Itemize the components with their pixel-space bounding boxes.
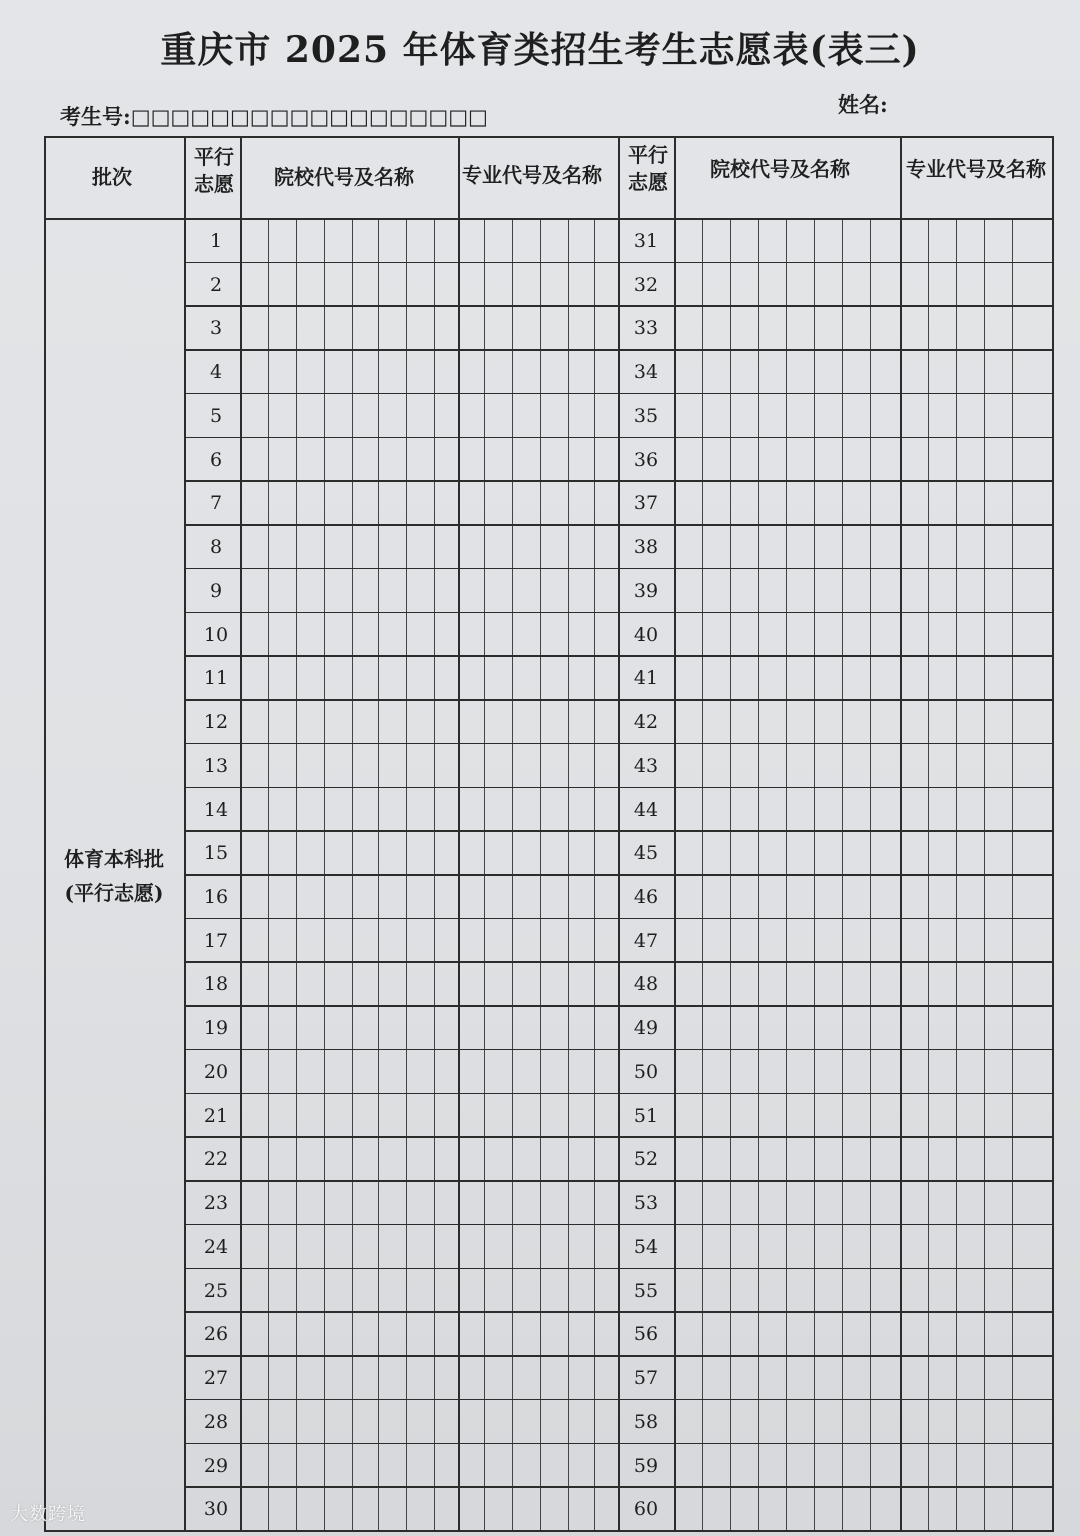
table-row-line-6 <box>184 480 1054 482</box>
parallel-choice-number: 54 <box>633 1235 659 1258</box>
table-row-line-12 <box>184 743 1054 745</box>
parallel-choice-number: 19 <box>203 1017 229 1040</box>
header-school-left: 院校代号及名称 <box>274 165 414 189</box>
table-row-line-5 <box>184 437 1054 439</box>
parallel-choice-number: 52 <box>633 1148 659 1171</box>
parallel-choice-number: 27 <box>203 1367 229 1390</box>
table-row-line-15 <box>184 874 1054 876</box>
table-row-line-26 <box>184 1355 1054 1357</box>
table-header-divider <box>44 218 1054 220</box>
parallel-choice-number: 57 <box>633 1367 659 1390</box>
table-row-line-17 <box>184 961 1054 963</box>
header-school-right: 院校代号及名称 <box>710 157 850 181</box>
table-vertical-rule-3 <box>458 136 460 1532</box>
parallel-choice-number: 37 <box>633 492 659 515</box>
parallel-choice-number: 16 <box>203 886 229 908</box>
parallel-choice-number: 59 <box>633 1454 659 1477</box>
parallel-choice-number: 15 <box>203 842 229 865</box>
table-vertical-rule-1 <box>184 136 186 1532</box>
header-parallel-right: 平行 志愿 <box>628 143 668 194</box>
table-row-line-23 <box>184 1224 1054 1226</box>
parallel-choice-number: 43 <box>633 754 659 777</box>
parallel-choice-number: 4 <box>209 361 223 384</box>
form-title: 重庆市 2025 年体育类招生考生志愿表(表三) <box>160 29 920 71</box>
table-row-line-24 <box>184 1268 1054 1270</box>
parallel-choice-number: 22 <box>203 1148 229 1171</box>
table-row-line-8 <box>184 568 1054 570</box>
parallel-choice-number: 45 <box>633 842 659 865</box>
batch-label: 体育本科批 (平行志愿) <box>64 847 164 905</box>
table-top-border <box>44 136 1054 138</box>
table-vertical-rule-2 <box>240 136 242 1532</box>
parallel-choice-number: 9 <box>209 579 223 602</box>
table-row-line-14 <box>184 830 1054 832</box>
parallel-choice-number: 44 <box>633 798 659 821</box>
examinee-name-label: 姓名: <box>838 92 888 117</box>
table-row-line-11 <box>184 699 1054 701</box>
parallel-choice-number: 17 <box>203 929 229 952</box>
header-parallel-left: 平行 志愿 <box>194 145 234 196</box>
parallel-choice-number: 30 <box>203 1498 229 1521</box>
parallel-choice-number: 8 <box>209 536 223 559</box>
parallel-choice-number: 50 <box>633 1060 659 1083</box>
table-row-line-28 <box>184 1443 1054 1445</box>
table-row-line-27 <box>184 1399 1054 1401</box>
table-bottom-border <box>44 1530 1054 1532</box>
parallel-choice-number: 47 <box>633 929 659 952</box>
table-row-line-2 <box>184 305 1054 307</box>
table-vertical-rule-4 <box>618 136 620 1532</box>
parallel-choice-number: 55 <box>633 1279 659 1302</box>
table-row-line-13 <box>184 787 1054 789</box>
parallel-choice-number: 51 <box>633 1104 659 1127</box>
table-row-line-16 <box>184 918 1054 920</box>
table-row-line-22 <box>184 1180 1054 1182</box>
table-row-line-7 <box>184 524 1054 526</box>
parallel-choice-number: 28 <box>203 1410 229 1433</box>
parallel-choice-number: 2 <box>209 273 223 296</box>
parallel-choice-number: 1 <box>209 230 223 252</box>
table-row-line-10 <box>184 655 1054 657</box>
parallel-choice-number: 49 <box>633 1017 659 1040</box>
parallel-choice-number: 18 <box>203 973 229 996</box>
table-row-line-20 <box>184 1093 1054 1095</box>
table-row-line-4 <box>184 393 1054 395</box>
parallel-choice-number: 7 <box>209 492 223 515</box>
parallel-choice-number: 25 <box>203 1279 229 1302</box>
header-major-left: 专业代号及名称 <box>462 163 602 187</box>
parallel-choice-number: 3 <box>209 317 223 340</box>
parallel-choice-number: 40 <box>633 623 659 646</box>
table-row-line-1 <box>184 262 1054 264</box>
parallel-choice-number: 14 <box>203 798 229 821</box>
parallel-choice-number: 58 <box>633 1410 659 1433</box>
table-vertical-rule-6 <box>900 136 902 1532</box>
table-vertical-rule-0 <box>44 136 46 1532</box>
table-row-line-3 <box>184 349 1054 351</box>
parallel-choice-number: 33 <box>633 317 659 340</box>
parallel-choice-number: 46 <box>633 886 659 908</box>
header-major-right: 专业代号及名称 <box>906 157 1046 181</box>
table-row-line-18 <box>184 1005 1054 1007</box>
parallel-choice-number: 60 <box>633 1498 659 1521</box>
parallel-choice-number: 48 <box>633 973 659 996</box>
parallel-choice-number: 6 <box>209 448 223 471</box>
parallel-choice-number: 56 <box>633 1323 659 1346</box>
parallel-choice-number: 12 <box>203 711 229 734</box>
parallel-choice-number: 24 <box>203 1235 229 1258</box>
parallel-choice-number: 38 <box>633 536 659 559</box>
parallel-choice-number: 11 <box>203 667 229 690</box>
parallel-choice-number: 29 <box>203 1454 229 1477</box>
table-row-line-25 <box>184 1311 1054 1313</box>
parallel-choice-number: 53 <box>633 1192 659 1215</box>
parallel-choice-number: 13 <box>203 754 229 777</box>
table-vertical-rule-5 <box>674 136 676 1532</box>
parallel-choice-number: 31 <box>633 230 659 252</box>
table-row-line-29 <box>184 1486 1054 1488</box>
parallel-choice-number: 20 <box>203 1060 229 1083</box>
parallel-choice-number: 23 <box>203 1192 229 1215</box>
parallel-choice-number: 10 <box>203 623 229 646</box>
table-row-line-21 <box>184 1136 1054 1138</box>
parallel-choice-number: 35 <box>633 404 659 427</box>
parallel-choice-number: 26 <box>203 1323 229 1346</box>
application-table <box>44 136 1054 1532</box>
header-batch: 批次 <box>92 165 132 189</box>
table-vertical-rule-7 <box>1052 136 1054 1532</box>
watermark-text: 大数跨境 <box>10 1504 86 1525</box>
parallel-choice-number: 32 <box>633 273 659 296</box>
parallel-choice-number: 42 <box>633 711 659 734</box>
table-row-line-19 <box>184 1049 1054 1051</box>
examinee-number-label: 考生号:□□□□□□□□□□□□□□□□□□ <box>60 104 488 129</box>
parallel-choice-number: 41 <box>633 667 659 690</box>
parallel-choice-number: 36 <box>633 448 659 471</box>
table-row-line-9 <box>184 612 1054 614</box>
parallel-choice-number: 21 <box>203 1104 229 1127</box>
parallel-choice-number: 5 <box>209 404 223 427</box>
parallel-choice-number: 39 <box>633 579 659 602</box>
parallel-choice-number: 34 <box>633 361 659 384</box>
